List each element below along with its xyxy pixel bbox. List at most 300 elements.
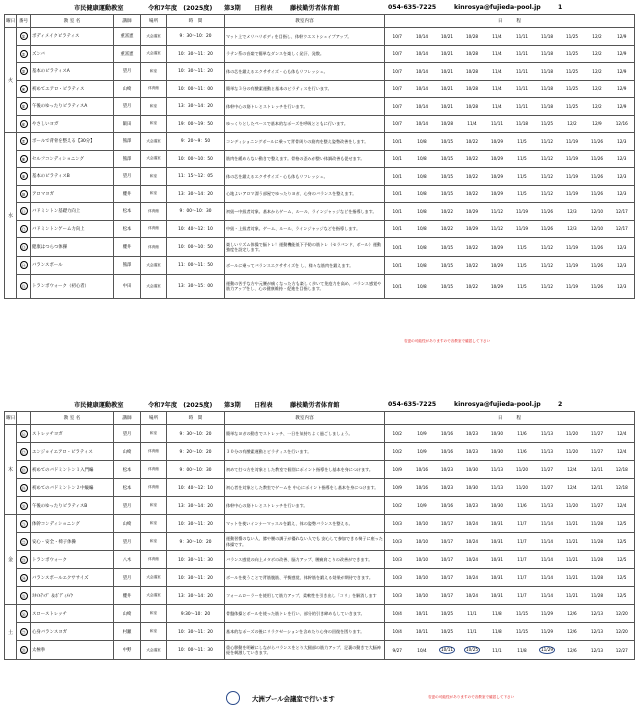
session-date: 10/23 bbox=[435, 479, 460, 497]
class-number-cell bbox=[17, 533, 31, 551]
time: 13：30〜14：20 bbox=[167, 587, 225, 605]
class-number: ⑨ bbox=[20, 172, 28, 180]
session-date: 11/20 bbox=[510, 479, 535, 497]
instructor: 村瀬 bbox=[114, 623, 141, 641]
place: 体育館 bbox=[141, 220, 167, 238]
class-row bbox=[5, 133, 635, 151]
place: 大会議室 bbox=[141, 274, 167, 298]
instructor: 松本 bbox=[114, 461, 141, 479]
session-date: 11/7 bbox=[510, 587, 535, 605]
class-row bbox=[5, 515, 635, 533]
session-date: 10/3 bbox=[385, 587, 410, 605]
session-date: 11/25 bbox=[560, 80, 585, 98]
session-date: 11/19 bbox=[560, 274, 585, 298]
content: 筋肉を緩めらない動きで整えます。骨格の歪みが整い体調改善も促せます。 bbox=[225, 150, 385, 168]
class-name: トランポウォーク（初心者） bbox=[31, 274, 114, 298]
class-row bbox=[5, 45, 635, 63]
class-number: ⑪ bbox=[21, 209, 26, 215]
session-date: 10/29 bbox=[485, 274, 510, 298]
instructor: 望月 bbox=[114, 168, 141, 186]
class-number-cell bbox=[17, 257, 31, 275]
class-number-cell bbox=[17, 479, 31, 497]
session-date: 11/12 bbox=[535, 133, 560, 151]
session-date: 11/18 bbox=[535, 28, 560, 46]
class-row bbox=[5, 115, 635, 133]
place: 大会議室 bbox=[141, 28, 167, 46]
place: 和室 bbox=[141, 168, 167, 186]
session-date: 11/18 bbox=[535, 98, 560, 116]
session-date: 10/8 bbox=[410, 150, 435, 168]
session-date: 12/5 bbox=[610, 569, 635, 587]
header-venue: 藤枝勤労者体育館 bbox=[290, 4, 340, 12]
session-date: 10/28 bbox=[435, 115, 460, 133]
session-date: 10/24 bbox=[460, 551, 485, 569]
class-name: 基本のピラティスB bbox=[31, 168, 114, 186]
time: 13：30〜14：20 bbox=[167, 98, 225, 116]
session-date: 12/4 bbox=[610, 443, 635, 461]
class-number: ⑫ bbox=[21, 226, 26, 232]
session-date: 10/8 bbox=[410, 203, 435, 221]
session-date: 11/6 bbox=[510, 497, 535, 515]
content: ラテン系の音楽で簡単なダンスを楽しく発汗、発散。 bbox=[225, 45, 385, 63]
session-date: 12/16 bbox=[610, 115, 635, 133]
class-number-cell bbox=[17, 443, 31, 461]
session-date: 10/10 bbox=[410, 551, 435, 569]
class-row bbox=[5, 623, 635, 641]
content: バランス感覚の向上メタボの改善、脳力アップ、腰痛肩こりの改善ができます。 bbox=[225, 551, 385, 569]
session-date: 11/19 bbox=[560, 168, 585, 186]
content: ３０分の有酸素運動とピラティスを行います。 bbox=[225, 443, 385, 461]
instructor: 重富憲 bbox=[114, 45, 141, 63]
session-date: 11/4 bbox=[485, 98, 510, 116]
class-row bbox=[5, 150, 635, 168]
session-date: 10/24 bbox=[460, 569, 485, 587]
session-date: 10/7 bbox=[385, 63, 410, 81]
content: 体の芯を鍛えるエクササイズ・心も体もリフレッシュ。 bbox=[225, 63, 385, 81]
session-date: 10/22 bbox=[460, 274, 485, 298]
instructor: 中野 bbox=[114, 641, 141, 660]
session-date: 11/26 bbox=[585, 168, 610, 186]
session-date: 10/31 bbox=[485, 551, 510, 569]
session-date: 10/29 bbox=[485, 168, 510, 186]
session-date: 10/22 bbox=[460, 168, 485, 186]
session-date: 10/22 bbox=[435, 203, 460, 221]
session-date: 10/14 bbox=[410, 63, 435, 81]
class-number-cell bbox=[17, 45, 31, 63]
session-date: 10/8 bbox=[410, 168, 435, 186]
instructor: 望月 bbox=[114, 569, 141, 587]
instructor: 飯田 bbox=[114, 115, 141, 133]
class-row bbox=[5, 98, 635, 116]
session-date: 11/27 bbox=[535, 479, 560, 497]
session-date: 10/22 bbox=[460, 133, 485, 151]
place: 体育館 bbox=[141, 80, 167, 98]
session-date: 10/10 bbox=[410, 569, 435, 587]
class-number: ④ bbox=[20, 85, 28, 93]
session-date: 12/3 bbox=[610, 274, 635, 298]
class-name: エンジョイエアロ・ピラティス bbox=[31, 443, 114, 461]
col-name: 教 室 名 bbox=[31, 412, 114, 425]
place: 体育館 bbox=[141, 551, 167, 569]
col-instructor: 講師 bbox=[114, 15, 141, 28]
session-date: 10/21 bbox=[435, 45, 460, 63]
session-date: 11/5 bbox=[510, 133, 535, 151]
class-number-cell bbox=[17, 28, 31, 46]
session-date: 11/21 bbox=[560, 515, 585, 533]
session-date: 12/13 bbox=[585, 623, 610, 641]
session-date: 10/16 bbox=[435, 443, 460, 461]
class-row bbox=[5, 238, 635, 257]
time: 11：00〜11：50 bbox=[167, 257, 225, 275]
time: 9:30〜10：20 bbox=[167, 605, 225, 623]
instructor: 山崎 bbox=[114, 443, 141, 461]
session-date: 12/5 bbox=[610, 533, 635, 551]
session-date: 10/9 bbox=[410, 497, 435, 515]
session-date: 11/25 bbox=[560, 28, 585, 46]
session-date: 11/26 bbox=[585, 185, 610, 203]
header-page-number: 1 bbox=[558, 3, 563, 11]
session-date: 12/9 bbox=[610, 63, 635, 81]
change-notice: 変更の可能性がありますので各教室で確認して下さい bbox=[404, 339, 491, 343]
session-date: 12/9 bbox=[610, 98, 635, 116]
session-date: 11/26 bbox=[585, 238, 610, 257]
time: 10：30〜11：20 bbox=[167, 569, 225, 587]
session-date: 12/6 bbox=[560, 605, 585, 623]
content: ゆっくりとしたペースで基本的なポーズを呼吸とともに行います。 bbox=[225, 115, 385, 133]
place: 体育館 bbox=[141, 238, 167, 257]
session-date: 11/11 bbox=[510, 80, 535, 98]
time: 13：30〜14：20 bbox=[167, 497, 225, 515]
class-number: ① bbox=[20, 32, 28, 40]
class-number-cell bbox=[17, 203, 31, 221]
session-date: 10/8 bbox=[410, 238, 435, 257]
content: 基本的なポーズの後にリラクゼーションを含めたり心身の回復を図ります。 bbox=[225, 623, 385, 641]
class-number-cell bbox=[17, 133, 31, 151]
content: 体の芯を鍛えるエクササイズ・心も体もリフレッシュ。 bbox=[225, 168, 385, 186]
session-date: 10/23 bbox=[460, 425, 485, 443]
class-name: 初めてのバドミントン１入門編 bbox=[31, 461, 114, 479]
place: 大会議室 bbox=[141, 45, 167, 63]
place: 和室 bbox=[141, 185, 167, 203]
session-date: 11/1 bbox=[485, 641, 510, 660]
content: 体幹中心の筋トレとストレッチを行います。 bbox=[225, 98, 385, 116]
instructor: 松本 bbox=[114, 220, 141, 238]
session-date: 11/29 bbox=[535, 623, 560, 641]
time: 13：30〜14：20 bbox=[167, 185, 225, 203]
time: 9：30〜10：20 bbox=[167, 425, 225, 443]
class-number-cell bbox=[17, 168, 31, 186]
session-date: 10/2 bbox=[385, 497, 410, 515]
session-date: 10/11 bbox=[410, 623, 435, 641]
content: 運動の苦手な方や元腰が痛くなった方も楽しく歩いて免疫力を高め、バランス感覚や筋力アップをし、心の健康維持・促進を目指します。 bbox=[225, 274, 385, 298]
session-date: 11/4 bbox=[485, 28, 510, 46]
time: 10：00〜11：30 bbox=[167, 641, 225, 660]
instructor: 山崎 bbox=[114, 515, 141, 533]
time: 9：30〜10：20 bbox=[167, 533, 225, 551]
session-date: 10/9 bbox=[410, 443, 435, 461]
session-date: 10/8 bbox=[410, 133, 435, 151]
class-number-cell bbox=[17, 63, 31, 81]
session-date: 12/4 bbox=[560, 479, 585, 497]
time: 13：30〜15：00 bbox=[167, 274, 225, 298]
place: 和室 bbox=[141, 515, 167, 533]
session-date: 10/16 bbox=[435, 425, 460, 443]
session-date: 10/9 bbox=[410, 425, 435, 443]
class-name: バドミントン基礎力向上 bbox=[31, 203, 114, 221]
col-day: 曜日 bbox=[5, 15, 17, 28]
content: 心地よいアロマ漂う部屋でゆったりヨガ、心身のバランスを整えます。 bbox=[225, 185, 385, 203]
session-date: 12/13 bbox=[585, 641, 610, 660]
class-row bbox=[5, 497, 635, 515]
session-date: 11/28 bbox=[585, 587, 610, 605]
session-date: 12/11 bbox=[585, 461, 610, 479]
session-date: 10/14 bbox=[410, 80, 435, 98]
class-number: ㉒ bbox=[21, 539, 26, 545]
class-name: やさしいヨガ bbox=[31, 115, 114, 133]
col-place: 場所 bbox=[141, 15, 167, 28]
session-date: 10/7 bbox=[385, 98, 410, 116]
session-date: 12/18 bbox=[610, 479, 635, 497]
class-number: ㉗ bbox=[21, 629, 26, 635]
class-row bbox=[5, 274, 635, 298]
session-date: 10/10 bbox=[410, 533, 435, 551]
class-name: ズンバ bbox=[31, 45, 114, 63]
content: 運動習慣のない人、膝や腰の調子が優れない人でも 安心して参加できる椅子に座った体操です。 bbox=[225, 533, 385, 551]
session-date: 12/3 bbox=[560, 220, 585, 238]
session-date: 10/1 bbox=[385, 133, 410, 151]
content: マットを使いインナーマッスルを鍛え、体の姿勢バランスを整える。 bbox=[225, 515, 385, 533]
class-name: 心身バランスヨガ bbox=[31, 623, 114, 641]
session-date: 11/20 bbox=[560, 497, 585, 515]
session-date: 11/26 bbox=[585, 274, 610, 298]
session-date: 11/15 bbox=[510, 623, 535, 641]
place: 和室 bbox=[141, 425, 167, 443]
instructor: 櫻井 bbox=[114, 238, 141, 257]
session-date: 12/4 bbox=[610, 425, 635, 443]
session-date: 11/13 bbox=[485, 479, 510, 497]
class-name: 体幹コンディショニング bbox=[31, 515, 114, 533]
class-row bbox=[5, 461, 635, 479]
class-number: ⑧ bbox=[20, 155, 28, 163]
session-date: 10/14 bbox=[410, 45, 435, 63]
session-date: 11/14 bbox=[535, 515, 560, 533]
session-date: 10/23 bbox=[460, 497, 485, 515]
instructor: 熊澤 bbox=[114, 257, 141, 275]
session-date: 10/14 bbox=[410, 28, 435, 46]
circled-date: 10/11 bbox=[440, 647, 454, 652]
content: 初めて打つ方を対象とした教室で個別にポイント指導をし基本を身につけます。 bbox=[225, 461, 385, 479]
time: 9：00〜10：30 bbox=[167, 461, 225, 479]
class-number: ㉘ bbox=[21, 648, 26, 653]
place: 体育館 bbox=[141, 461, 167, 479]
class-name: ボディメイクピラティス bbox=[31, 28, 114, 46]
session-date: 10/22 bbox=[460, 238, 485, 257]
col-name: 教 室 名 bbox=[31, 15, 114, 28]
time: 9：00〜10：30 bbox=[167, 203, 225, 221]
session-date: 12/9 bbox=[610, 28, 635, 46]
session-date: 11/28 bbox=[585, 515, 610, 533]
session-date: 11/14 bbox=[535, 587, 560, 605]
schedule-page-1 bbox=[4, 0, 634, 343]
session-date: 10/8 bbox=[410, 185, 435, 203]
content: 簡単な３分の有酸素運動と基本のピラティスを行います。 bbox=[225, 80, 385, 98]
session-date: 10/22 bbox=[460, 185, 485, 203]
session-date: 11/19 bbox=[560, 257, 585, 275]
header-term: 第3期 bbox=[224, 4, 241, 12]
class-number-cell bbox=[17, 220, 31, 238]
session-date: 10/1 bbox=[385, 150, 410, 168]
session-date: 10/30 bbox=[485, 425, 510, 443]
day-of-week: 金 bbox=[5, 515, 17, 605]
class-number: ⑰ bbox=[21, 449, 26, 455]
session-date: 10/3 bbox=[385, 515, 410, 533]
class-row bbox=[5, 80, 635, 98]
session-date: 11/4 bbox=[485, 80, 510, 98]
session-date: 11/5 bbox=[510, 150, 535, 168]
session-date: 10/11 bbox=[410, 605, 435, 623]
session-date: 12/3 bbox=[560, 203, 585, 221]
time: 10：00〜10：50 bbox=[167, 238, 225, 257]
session-date: 11/11 bbox=[510, 63, 535, 81]
session-date: 10/1 bbox=[385, 203, 410, 221]
session-date: 12/3 bbox=[610, 185, 635, 203]
session-date: 10/8 bbox=[410, 257, 435, 275]
instructor: 八木 bbox=[114, 551, 141, 569]
content: 体幹中心の筋トレとストレッチを行います。 bbox=[225, 497, 385, 515]
header-venue: 藤枝勤労者体育館 bbox=[290, 401, 340, 409]
class-number: ⑯ bbox=[21, 431, 26, 437]
session-date: 10/25 bbox=[435, 623, 460, 641]
session-date: 12/3 bbox=[610, 257, 635, 275]
time: 10：30〜11：20 bbox=[167, 515, 225, 533]
session-date: 10/3 bbox=[385, 569, 410, 587]
class-number: ⑭ bbox=[21, 263, 26, 269]
session-date: 10/24 bbox=[460, 533, 485, 551]
session-date: 11/12 bbox=[535, 185, 560, 203]
time: 9：20〜10：20 bbox=[167, 443, 225, 461]
session-date: 12/11 bbox=[585, 479, 610, 497]
session-date: 10/14 bbox=[410, 98, 435, 116]
session-date: 11/6 bbox=[510, 443, 535, 461]
class-row bbox=[5, 220, 635, 238]
schedule-page-2 bbox=[4, 397, 634, 703]
time: 9：30〜10：20 bbox=[167, 28, 225, 46]
session-date: 11/5 bbox=[510, 274, 535, 298]
session-date: 10/7 bbox=[385, 28, 410, 46]
pool-venue-note: 大洲プール会議室で行います bbox=[252, 695, 335, 703]
session-date: 11/15 bbox=[510, 605, 535, 623]
day-of-week: 水 bbox=[5, 133, 17, 299]
session-date: 10/17 bbox=[435, 515, 460, 533]
class-name: バドミントンゲーム力向上 bbox=[31, 220, 114, 238]
session-date: 10/4 bbox=[385, 623, 410, 641]
class-name: バランスボールエクササイズ bbox=[31, 569, 114, 587]
class-number: ⑲ bbox=[21, 485, 26, 491]
session-date: 11/7 bbox=[510, 515, 535, 533]
session-date: 11/26 bbox=[585, 257, 610, 275]
session-date bbox=[435, 641, 460, 660]
header-email: kinrosya@fujieda-pool.jp bbox=[454, 3, 541, 11]
session-date: 12/3 bbox=[610, 168, 635, 186]
session-date: 11/25 bbox=[535, 115, 560, 133]
place: 和室 bbox=[141, 63, 167, 81]
session-date: 10/14 bbox=[410, 115, 435, 133]
session-date: 10/30 bbox=[485, 443, 510, 461]
session-date: 12/2 bbox=[585, 45, 610, 63]
session-date: 10/2 bbox=[385, 425, 410, 443]
page-header bbox=[4, 0, 634, 14]
class-number-cell bbox=[17, 274, 31, 298]
instructor: 山崎 bbox=[114, 80, 141, 98]
header-year: 令和7年度 (2025度) bbox=[148, 401, 213, 409]
session-date: 10/1 bbox=[385, 257, 410, 275]
session-date: 11/7 bbox=[510, 551, 535, 569]
instructor: 望月 bbox=[114, 425, 141, 443]
session-date: 12/2 bbox=[585, 63, 610, 81]
class-number: ⑳ bbox=[21, 503, 26, 509]
session-date: 11/12 bbox=[535, 150, 560, 168]
session-date: 11/12 bbox=[535, 274, 560, 298]
session-date: 10/15 bbox=[435, 185, 460, 203]
change-notice: 変更の可能性がありますので各教室で確認して下さい bbox=[428, 695, 515, 699]
class-number-cell bbox=[17, 115, 31, 133]
instructor: 望月 bbox=[114, 497, 141, 515]
time: 11：15〜12：05 bbox=[167, 168, 225, 186]
class-number: ㉑ bbox=[21, 521, 26, 527]
col-instructor: 講師 bbox=[114, 412, 141, 425]
class-name: アロマヨガ bbox=[31, 185, 114, 203]
session-date: 11/13 bbox=[535, 425, 560, 443]
time: 10：40〜12：10 bbox=[167, 220, 225, 238]
class-name: 太極拳 bbox=[31, 641, 114, 660]
class-name: ストレッチヨガ bbox=[31, 425, 114, 443]
session-date: 11/19 bbox=[510, 203, 535, 221]
session-date: 10/1 bbox=[385, 274, 410, 298]
session-date: 10/2 bbox=[385, 443, 410, 461]
day-of-week: 木 bbox=[5, 425, 17, 515]
place: 和室 bbox=[141, 98, 167, 116]
place: 大会議室 bbox=[141, 257, 167, 275]
session-date: 10/15 bbox=[435, 257, 460, 275]
session-date: 10/9 bbox=[385, 461, 410, 479]
session-date: 11/5 bbox=[510, 257, 535, 275]
class-number-cell bbox=[17, 80, 31, 98]
col-no bbox=[17, 412, 31, 425]
session-date: 10/15 bbox=[435, 168, 460, 186]
session-date: 11/6 bbox=[510, 425, 535, 443]
circled-date: 10/25 bbox=[465, 647, 479, 652]
place: 体育館 bbox=[141, 203, 167, 221]
session-date: 11/12 bbox=[485, 220, 510, 238]
session-date: 12/3 bbox=[610, 133, 635, 151]
session-date bbox=[535, 641, 560, 660]
session-date: 12/2 bbox=[560, 115, 585, 133]
content: 骨盤体操とボールを使った筋トレを行い、部分的引き締めもしていきます。 bbox=[225, 605, 385, 623]
session-date: 10/28 bbox=[460, 45, 485, 63]
session-date: 10/21 bbox=[435, 28, 460, 46]
col-day: 曜日 bbox=[5, 412, 17, 425]
session-date: 10/15 bbox=[435, 150, 460, 168]
time: 10：00〜10：50 bbox=[167, 150, 225, 168]
session-date: 9/27 bbox=[385, 641, 410, 660]
session-date: 11/4 bbox=[460, 115, 485, 133]
session-date: 11/13 bbox=[535, 443, 560, 461]
session-date: 11/21 bbox=[560, 533, 585, 551]
class-row bbox=[5, 533, 635, 551]
session-date: 12/17 bbox=[610, 220, 635, 238]
time: 19：00〜19：50 bbox=[167, 115, 225, 133]
session-date: 11/18 bbox=[535, 45, 560, 63]
